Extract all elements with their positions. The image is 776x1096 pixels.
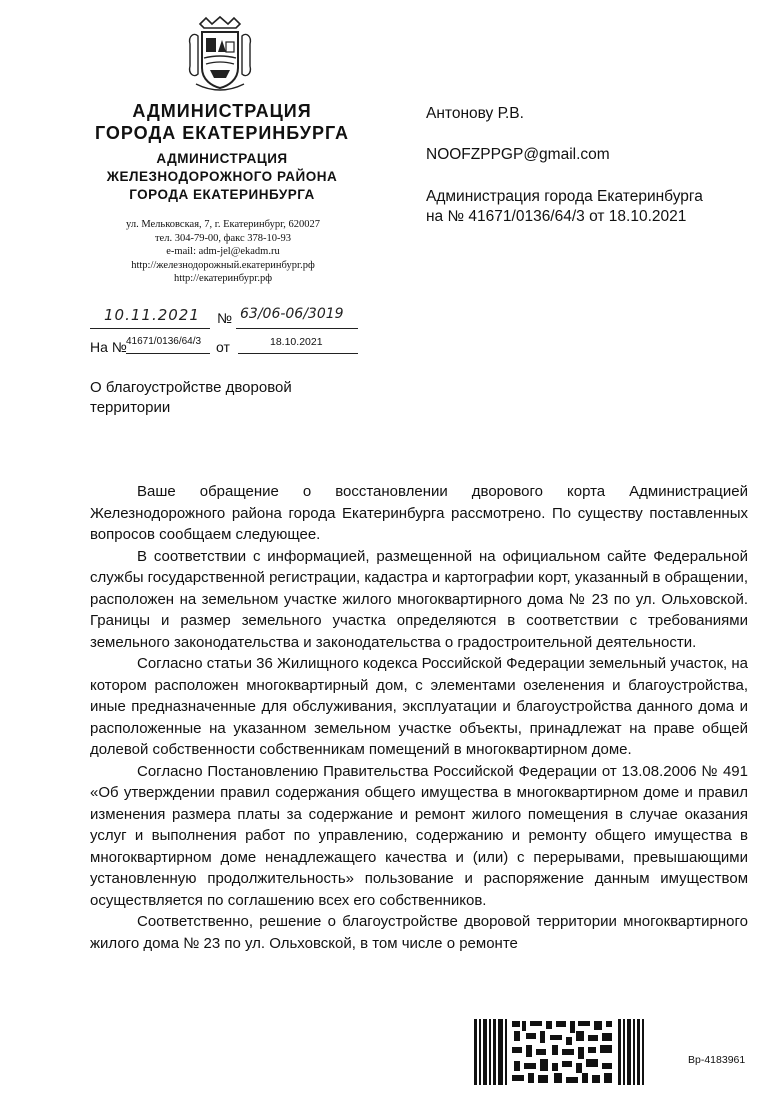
coat-of-arms-emblem bbox=[186, 14, 254, 92]
contact-block bbox=[98, 218, 348, 286]
document-barcode bbox=[474, 1019, 648, 1085]
body-paragraph-2: В соответствии с информацией, размещенной на официальном сайте Федеральной службы государственной регистрации, кадастра и картографии корт, указанный в обращении, расположен на земельном участке жилого многоквартирного дома № 23 по ул. Ольховской. Границы и размер земельного участка определяются в соответствии с требованиями земельного законодательства и законодательства о градостроительной деятельности. bbox=[90, 547, 748, 651]
document-code: Вр-4183961 bbox=[688, 1054, 746, 1066]
reference-line1: Администрация города Екатеринбурга bbox=[426, 188, 703, 205]
subject-line2: территории bbox=[90, 399, 171, 416]
reference-line2: на № 41671/0136/64/3 от 18.10.2021 bbox=[426, 208, 687, 225]
letter-body bbox=[90, 481, 748, 954]
reply-prefix: На № bbox=[90, 339, 127, 355]
org-main-line1: АДМИНИСТРАЦИЯ bbox=[132, 101, 312, 121]
site-link-2: http://екатеринбург.рф bbox=[173, 273, 273, 284]
body-paragraph-4: Согласно Постановлению Правительства Российской Федерации от 13.08.2006 № 491 «Об утверждении правил содержания общего имущества в многоквартирном доме и правил изменения размера платы за содержание и ремонт жилого помещения в случае оказания услуг и выполнения работ по управлению, содержанию и ремонту общего имущества в многоквартирном доме ненадлежащего качества и (или) с перерывами, превышающими установленную продолжительность» пользование и распоряжение данным имуществом осуществляется по соглашению всех его собственников. bbox=[90, 762, 748, 909]
body-paragraph-5: Соответственно, решение о благоустройстве дворовой территории многоквартирного жилого дома № 23 по ул. Ольховской, в том числе о ремонте bbox=[90, 913, 748, 952]
email-text: e-mail: adm-jel@ekadm.ru bbox=[166, 246, 280, 257]
site-link-1: http://железнодорожный.екатеринбург.рф bbox=[131, 259, 315, 271]
registration-number-field bbox=[236, 306, 358, 329]
number-sign: № bbox=[217, 310, 233, 326]
address-text: ул. Мельковская, 7, г. Екатеринбург, 620027 bbox=[126, 219, 320, 230]
body-paragraph-1: Ваше обращение о восстановлении дворового корта Администрацией Железнодорожного района города Екатеринбурга рассмотрено. По существу поставленных вопросов сообщаем следующее. bbox=[90, 483, 748, 543]
subject-line1: О благоустройстве дворовой bbox=[90, 379, 292, 396]
org-sub-line2: ЖЕЛЕЗНОДОРОЖНОГО РАЙОНА bbox=[106, 169, 338, 184]
reply-date: 18.10.2021 bbox=[270, 336, 323, 348]
subject-block bbox=[90, 378, 390, 418]
reply-from: от bbox=[216, 339, 230, 355]
organization-subtitle bbox=[86, 150, 358, 204]
registration-date-field bbox=[90, 306, 210, 329]
reply-date-field bbox=[238, 336, 358, 354]
organization-title bbox=[92, 100, 352, 144]
reply-number-field bbox=[126, 336, 210, 354]
body-paragraph-3: Согласно статьи 36 Жилищного кодекса Российской Федерации земельный участок, на котором расположен многоквартирный дом, с элементами озеленения и благоустройства, иные предназначенные для обслуживания, эксплуатации и благоустройства данного дома и расположенные на указанном земельном участке объекты, принадлежат на праве общей долевой собственности собственникам помещений в многоквартирном доме. bbox=[90, 655, 748, 758]
reply-number: 41671/0136/64/3 bbox=[126, 336, 202, 347]
recipient-reference bbox=[426, 187, 703, 227]
org-sub-line3: ГОРОДА ЕКАТЕРИНБУРГА bbox=[129, 187, 315, 202]
recipient-name: Антонову Р.В. bbox=[426, 105, 524, 122]
registration-date: 10.11.2021 bbox=[104, 306, 200, 324]
registration-number: 63/06-06/3019 bbox=[240, 306, 344, 322]
org-main-line2: ГОРОДА ЕКАТЕРИНБУРГА bbox=[94, 123, 350, 143]
org-sub-line1: АДМИНИСТРАЦИЯ bbox=[156, 151, 288, 166]
recipient-email: NOOFZPPGP@gmail.com bbox=[426, 146, 610, 163]
phone-text: тел. 304-79-00, факс 378-10-93 bbox=[154, 232, 292, 244]
